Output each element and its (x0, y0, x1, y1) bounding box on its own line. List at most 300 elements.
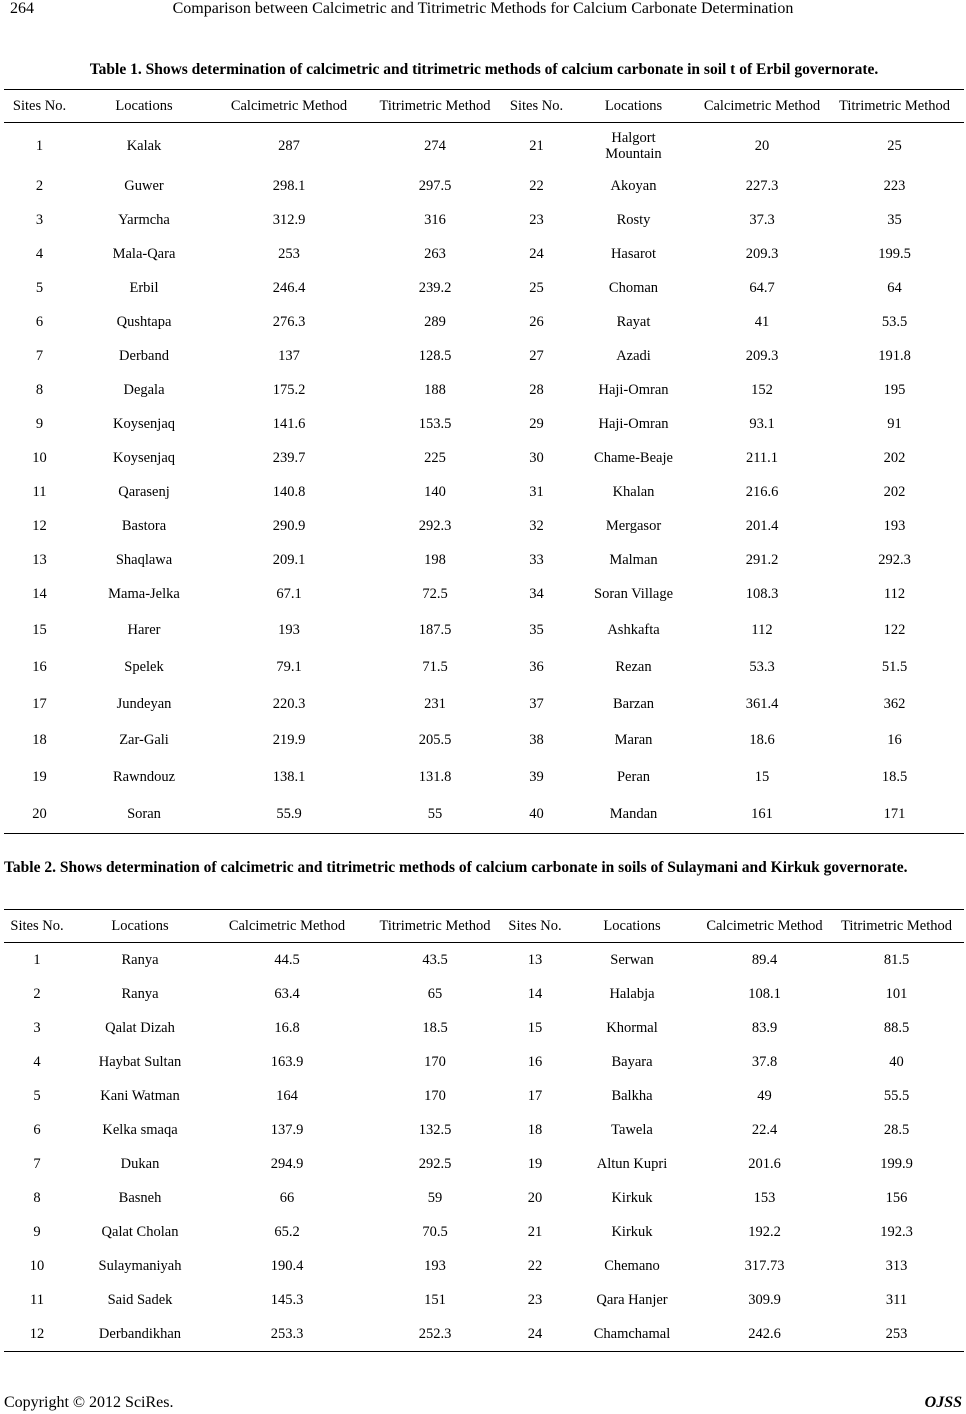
column-header: Sites No. (4, 90, 75, 123)
table-cell: Kirkuk (611, 1224, 653, 1240)
table-cell: 309.9 (748, 1292, 781, 1308)
column-header: Titrimetric Method (825, 90, 964, 123)
table-cell: Yarmcha (118, 212, 170, 228)
table-cell: 216.6 (745, 484, 779, 500)
table-cell: 64.7 (749, 280, 775, 296)
table-cell: 20 (754, 138, 770, 154)
table-cell: 12 (4, 1317, 70, 1352)
table-cell: 39 (529, 768, 544, 785)
table-row (4, 685, 964, 722)
table-cell: 35 (529, 621, 544, 638)
table-cell: 108.1 (748, 986, 781, 1002)
table-cell: 70.5 (422, 1224, 448, 1240)
table-cell: Basneh (118, 1190, 162, 1206)
table-cell: 32 (529, 518, 544, 534)
table-cell: 140.8 (272, 484, 306, 500)
table-row (4, 1147, 964, 1181)
table-cell: 193 (883, 518, 906, 534)
table-cell: 14 (527, 986, 543, 1002)
table-row (4, 648, 964, 685)
table-cell: 137 (278, 348, 300, 364)
table-cell: 1 (33, 952, 41, 968)
table-cell: 156 (885, 1190, 908, 1206)
table-cell: 25 (529, 280, 544, 296)
column-header: Titrimetric Method (829, 910, 964, 943)
table-cell: 227.3 (745, 178, 779, 194)
table-cell: 7 (35, 348, 44, 364)
table-cell: Jundeyan (116, 695, 172, 712)
table-row (4, 123, 964, 170)
table-cell: Qalat Dizah (105, 1020, 175, 1036)
table-cell: 43.5 (422, 952, 448, 968)
table-cell: Sulaymaniyah (98, 1258, 182, 1274)
table-cell: 225 (424, 450, 446, 466)
table-cell: 37.3 (749, 212, 775, 228)
table-cell: 131.8 (418, 768, 452, 785)
table-cell: 2 (33, 986, 41, 1002)
table-cell: 209.3 (745, 348, 779, 364)
table-cell: 23 (529, 212, 544, 228)
table-cell: Hasarot (610, 246, 657, 262)
table-cell: 53.3 (749, 658, 775, 675)
table-cell: 316 (424, 212, 446, 228)
table-cell: Shaqlawa (115, 552, 173, 568)
page-number: 264 (10, 0, 34, 17)
table-cell: 209.1 (272, 552, 306, 568)
table-cell: 13 (32, 552, 47, 568)
table-cell: 10 (29, 1258, 45, 1274)
table-cell: 63.4 (274, 986, 300, 1002)
table-cell: 5 (35, 280, 44, 296)
table-cell: 4 (35, 246, 44, 262)
table-cell: 191.8 (878, 348, 911, 364)
table-cell: 6 (35, 314, 44, 330)
table-cell: 36 (529, 658, 544, 675)
table-cell: 65.2 (274, 1224, 300, 1240)
table-cell: 41 (754, 314, 770, 330)
column-header: Calcimetric Method (213, 90, 365, 123)
table-cell: 253.3 (210, 1317, 364, 1352)
table-cell: Kirkuk (611, 1190, 653, 1206)
table-cell: 25 (887, 138, 902, 154)
table2-header-row (4, 910, 964, 943)
table-cell: Choman (608, 280, 659, 296)
table-cell: 198 (424, 552, 446, 568)
table-cell: 152 (751, 382, 773, 398)
column-header: Locations (70, 910, 210, 943)
table-cell: 201.6 (748, 1156, 781, 1172)
table-cell: 263 (424, 246, 446, 262)
table-cell: 171 (825, 795, 964, 834)
table-cell: 8 (35, 382, 44, 398)
table-cell: 21 (529, 138, 544, 154)
table-cell: 59 (427, 1190, 443, 1206)
table-cell: 22 (527, 1258, 543, 1274)
table-row (4, 373, 964, 407)
table-row (4, 977, 964, 1011)
table-cell: 161 (699, 795, 825, 834)
table-cell: Degala (123, 382, 165, 398)
table-row (4, 1215, 964, 1249)
table-cell: 51.5 (881, 658, 908, 675)
table-cell: Halgort Mountain (605, 130, 662, 162)
table2-caption: Table 2. Shows determination of calcimetric and titrimetric methods of calcium carbonate in soils of Sulaymani and Kirkuk governorate. (4, 859, 908, 876)
table-cell: 22 (529, 178, 544, 194)
table-cell: 24 (506, 1317, 564, 1352)
table-row (4, 1283, 964, 1317)
table1-caption: Table 1. Shows determination of calcimetric and titrimetric methods of calcium carbonate in soil t of Erbil governorate. (89, 61, 879, 78)
table-cell: 18 (32, 732, 47, 748)
table1 (4, 89, 964, 834)
table-cell: Khormal (606, 1020, 658, 1036)
table-cell: Azadi (616, 348, 651, 364)
table-cell: 311 (885, 1292, 908, 1308)
table-row (4, 169, 964, 203)
table-cell: Erbil (129, 280, 159, 296)
table-cell: 49 (757, 1088, 772, 1104)
table-cell: Mala-Qara (112, 246, 176, 262)
table-row (4, 943, 964, 978)
table-row (4, 1079, 964, 1113)
table-cell: Bayara (611, 1054, 653, 1070)
table-cell: 201.4 (745, 518, 779, 534)
table-cell: 175.2 (272, 382, 306, 398)
table-cell: 192.3 (880, 1224, 913, 1240)
column-header: Sites No. (505, 90, 568, 123)
table-cell: 362 (883, 695, 906, 712)
table-cell: 202 (883, 484, 906, 500)
table-cell: 291.2 (745, 552, 779, 568)
table-cell: 287 (278, 138, 300, 154)
table-cell: 93.1 (749, 416, 775, 432)
table-cell: Qalat Cholan (101, 1224, 179, 1240)
table-cell: Ashkafta (607, 621, 660, 638)
table-cell: Zar-Gali (119, 732, 169, 748)
table2-body (4, 943, 964, 1352)
table-cell: 16 (32, 658, 47, 675)
table-cell: 40 (889, 1054, 904, 1070)
table-cell: Ranya (121, 952, 159, 968)
table-cell: Rayat (616, 314, 651, 330)
table-cell: 8 (33, 1190, 41, 1206)
table-cell: Harer (127, 621, 161, 638)
table-cell: Chamchamal (564, 1317, 700, 1352)
table-cell: Peran (616, 768, 650, 785)
table-cell: 9 (35, 416, 44, 432)
table-cell: Qushtapa (116, 314, 172, 330)
table-cell: 112 (883, 586, 906, 602)
table-cell: Rezan (615, 658, 652, 675)
table-cell: 199.5 (878, 246, 911, 262)
table-cell: Spelek (124, 658, 164, 675)
table-cell: Said Sadek (107, 1292, 173, 1308)
table-cell: Malman (609, 552, 658, 568)
table-cell: 18.5 (881, 768, 908, 785)
table-cell: 4 (33, 1054, 41, 1070)
table-cell: 253 (278, 246, 300, 262)
table-cell: 27 (529, 348, 544, 364)
table-cell: 138.1 (272, 768, 306, 785)
table-cell: 12 (32, 518, 47, 534)
column-header: Locations (568, 90, 699, 123)
table-cell: Qara Hanjer (596, 1292, 668, 1308)
table-cell: 312.9 (272, 212, 306, 228)
table-cell: 132.5 (418, 1122, 452, 1138)
table-cell: 170 (424, 1054, 446, 1070)
table-cell: 252.3 (364, 1317, 506, 1352)
copyright-notice: Copyright © 2012 SciRes. (4, 1394, 174, 1411)
table1-header-row (4, 90, 964, 123)
table-cell: 38 (529, 732, 544, 748)
table-cell: 112 (751, 621, 773, 638)
table-cell: 83.9 (751, 1020, 778, 1036)
table-cell: 101 (885, 986, 908, 1002)
table-cell: 137.9 (270, 1122, 304, 1138)
table-row (4, 475, 964, 509)
table-cell: 292.3 (878, 552, 911, 568)
table-cell: 16 (887, 732, 902, 748)
table-cell: 297.5 (418, 178, 452, 194)
table-cell: 15 (32, 621, 47, 638)
table-cell: 205.5 (418, 732, 452, 748)
table-cell: 40 (505, 795, 568, 834)
journal-abbreviation: OJSS (924, 1394, 962, 1411)
table-cell: Khalan (612, 484, 655, 500)
table-cell: 188 (424, 382, 446, 398)
table-cell: Bastora (121, 518, 167, 534)
table-cell: 71.5 (422, 658, 448, 675)
table-cell: 292.3 (418, 518, 452, 534)
table-cell: 361.4 (745, 695, 779, 712)
column-header: Titrimetric Method (364, 910, 506, 943)
table-cell: 37.8 (751, 1054, 778, 1070)
table-cell: Mandan (568, 795, 699, 834)
table-cell: Akoyan (610, 178, 657, 194)
table-cell: Kalak (126, 138, 162, 154)
column-header: Titrimetric Method (365, 90, 505, 123)
table-cell: 18.6 (749, 732, 775, 748)
table-cell: 31 (529, 484, 544, 500)
table-cell: 199.9 (880, 1156, 913, 1172)
table-cell: 66 (279, 1190, 295, 1206)
table-cell: Mama-Jelka (108, 586, 180, 602)
table-cell: 242.6 (700, 1317, 829, 1352)
table-cell: Ranya (121, 986, 159, 1002)
table-cell: 290.9 (272, 518, 306, 534)
table-cell: Derband (119, 348, 169, 364)
table-cell: 239.2 (418, 280, 452, 296)
table-cell: 6 (33, 1122, 41, 1138)
table-cell: 16.8 (274, 1020, 300, 1036)
table-cell: 246.4 (272, 280, 306, 296)
table-cell: 33 (529, 552, 544, 568)
table2 (4, 909, 964, 1352)
table-cell: 28 (529, 382, 544, 398)
table-cell: 187.5 (418, 621, 452, 638)
table-cell: 163.9 (270, 1054, 304, 1070)
table-cell: 79.1 (276, 658, 302, 675)
table-row (4, 1011, 964, 1045)
table-row (4, 305, 964, 339)
column-header: Calcimetric Method (210, 910, 364, 943)
running-title: Comparison between Calcimetric and Titrimetric Methods for Calcium Carbonate Determination (172, 0, 794, 17)
column-header: Locations (564, 910, 700, 943)
table-cell: 89.4 (751, 952, 778, 968)
table-cell: 211.1 (745, 450, 779, 466)
table-cell: 7 (33, 1156, 41, 1172)
table-cell: 317.73 (744, 1258, 785, 1274)
table-cell: 108.3 (745, 586, 779, 602)
table-row (4, 722, 964, 758)
table-cell: 24 (529, 246, 544, 262)
table-row (4, 1249, 964, 1283)
table-cell: 35 (887, 212, 902, 228)
table-cell: Qarasenj (118, 484, 170, 500)
table-cell: Soran Village (594, 586, 673, 602)
table-row (4, 1317, 964, 1352)
table-cell: 122 (883, 621, 906, 638)
table-cell: Rosty (616, 212, 651, 228)
table-cell: 153.5 (418, 416, 452, 432)
table-cell: 170 (424, 1088, 446, 1104)
table-row (4, 1045, 964, 1079)
table-cell: 23 (527, 1292, 543, 1308)
table-cell: 72.5 (422, 586, 448, 602)
table-row (4, 758, 964, 795)
column-header: Calcimetric Method (700, 910, 829, 943)
table-cell: 29 (529, 416, 544, 432)
table-cell: Kelka smaqa (102, 1122, 178, 1138)
table-cell: 3 (35, 212, 44, 228)
table-cell: 219.9 (272, 732, 306, 748)
table-row (4, 1181, 964, 1215)
table-cell: 164 (276, 1088, 298, 1104)
table-row (4, 441, 964, 475)
table-cell: 53.5 (881, 314, 908, 330)
table-cell: Dukan (120, 1156, 160, 1172)
table-cell: 18.5 (422, 1020, 448, 1036)
table-cell: 30 (529, 450, 544, 466)
table-cell: Mergasor (605, 518, 662, 534)
table-cell: Maran (614, 732, 653, 748)
column-header: Sites No. (4, 910, 70, 943)
column-header: Sites No. (506, 910, 564, 943)
table-cell: Rawndouz (112, 768, 175, 785)
table-cell: Altun Kupri (596, 1156, 668, 1172)
table-cell: 20 (4, 795, 75, 834)
table-row (4, 237, 964, 271)
table-cell: 128.5 (418, 348, 452, 364)
table-cell: 55.5 (883, 1088, 910, 1104)
table-cell: 11 (32, 484, 47, 500)
table-cell: Derbandikhan (70, 1317, 210, 1352)
table-cell: 13 (527, 952, 543, 968)
table-cell: 298.1 (272, 178, 306, 194)
table-cell: Chemano (604, 1258, 660, 1274)
table1-body (4, 123, 964, 834)
table-cell: 55 (365, 795, 505, 834)
table-cell: 34 (529, 586, 544, 602)
table-row (4, 543, 964, 577)
table-cell: 209.3 (745, 246, 779, 262)
table-row (4, 577, 964, 611)
table-cell: 202 (883, 450, 906, 466)
table-cell: 145.3 (270, 1292, 304, 1308)
table-row (4, 611, 964, 648)
table-cell: 3 (33, 1020, 41, 1036)
table-cell: 28.5 (883, 1122, 910, 1138)
table-row (4, 339, 964, 373)
table-cell: Haybat Sultan (98, 1054, 182, 1070)
table-cell: 55.9 (213, 795, 365, 834)
table-cell: 141.6 (272, 416, 306, 432)
table-row (4, 509, 964, 543)
table-cell: 19 (527, 1156, 543, 1172)
table-cell: Serwan (610, 952, 654, 968)
table-cell: 220.3 (272, 695, 306, 712)
table-cell: 14 (32, 586, 47, 602)
table-cell: Haji-Omran (598, 416, 669, 432)
table-cell: 10 (32, 450, 47, 466)
table-row (4, 795, 964, 834)
table-row (4, 271, 964, 305)
table-cell: 44.5 (274, 952, 300, 968)
table-cell: 223 (883, 178, 906, 194)
table-cell: 67.1 (276, 586, 302, 602)
table-row (4, 407, 964, 441)
table-cell: 193 (278, 621, 300, 638)
table-cell: 21 (527, 1224, 543, 1240)
table-cell: 5 (33, 1088, 41, 1104)
table-cell: 11 (30, 1292, 44, 1308)
table-cell: 9 (33, 1224, 41, 1240)
table-cell: 153 (753, 1190, 776, 1206)
column-header: Locations (75, 90, 213, 123)
table-cell: Koysenjaq (112, 416, 175, 432)
table-cell: 81.5 (883, 952, 910, 968)
table-cell: 231 (424, 695, 446, 712)
table-cell: 195 (883, 382, 906, 398)
table-cell: 294.9 (270, 1156, 304, 1172)
table-cell: 1 (35, 138, 44, 154)
table-cell: Tawela (611, 1122, 653, 1138)
table-cell: 239.7 (272, 450, 306, 466)
table-cell: 313 (885, 1258, 908, 1274)
table-cell: 190.4 (270, 1258, 304, 1274)
table-cell: 2 (35, 178, 44, 194)
table-cell: Koysenjaq (112, 450, 175, 466)
table-cell: 151 (424, 1292, 446, 1308)
table-cell: 65 (427, 986, 443, 1002)
table-cell: 26 (529, 314, 544, 330)
column-header: Calcimetric Method (699, 90, 825, 123)
table-cell: 15 (754, 768, 770, 785)
table-cell: 17 (527, 1088, 543, 1104)
table-cell: 16 (527, 1054, 543, 1070)
table-cell: Kani Watman (100, 1088, 180, 1104)
table-cell: 292.5 (418, 1156, 452, 1172)
table-cell: Soran (75, 795, 213, 834)
table-cell: Chame-Beaje (594, 450, 673, 466)
table-cell: 274 (424, 138, 446, 154)
table-cell: 17 (32, 695, 47, 712)
table-cell: 18 (527, 1122, 543, 1138)
table-cell: 22.4 (751, 1122, 778, 1138)
table-cell: 88.5 (883, 1020, 910, 1036)
table-cell: 253 (829, 1317, 964, 1352)
table-cell: 64 (887, 280, 902, 296)
table-cell: 91 (887, 416, 902, 432)
